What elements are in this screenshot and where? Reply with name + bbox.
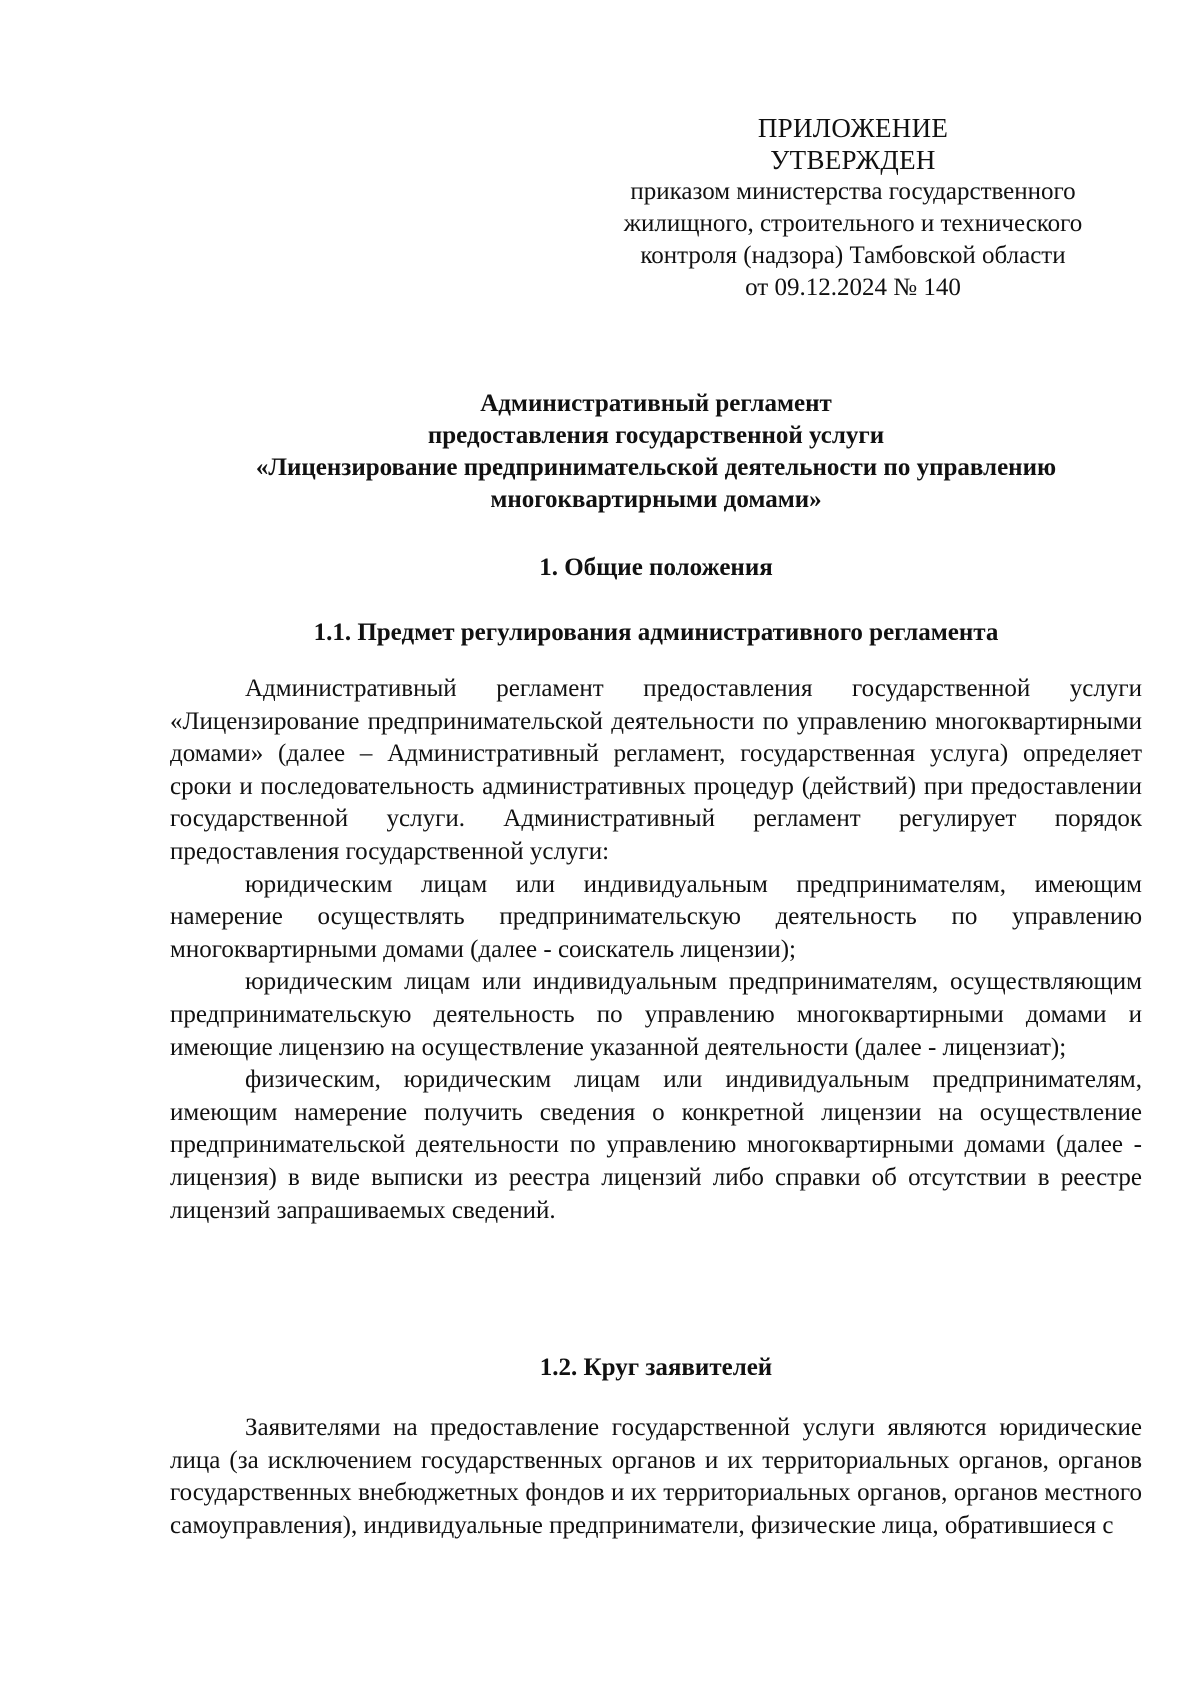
title-line-4: многоквартирными домами» [490, 486, 822, 513]
subsection-heading-1-2: 1.2. Круг заявителей [539, 1354, 773, 1381]
paragraph: физическим, юридическим лицам или индивидуальным предпринимателям, имеющим намерение получить сведения о конкретной лицензии на осуществление предпринимательской деятельности по управлению многоквартирными домами (далее - лицензия) в виде выписки из реестра лицензий либо справки об отсутствии в реестре лицензий запрашиваемых сведений. [170, 1066, 1142, 1224]
document-title [170, 388, 1142, 516]
title-line-2: предоставления государственной услуги [427, 422, 885, 449]
appendix-label: ПРИЛОЖЕНИЕ [757, 113, 949, 143]
approval-date-number: от 09.12.2024 № 140 [745, 274, 961, 301]
title-line-3: «Лицензирование предпринимательской деятельности по управлению [255, 454, 1057, 481]
title-line-1: Административный регламент [480, 390, 832, 417]
approval-order-line: приказом министерства государственного [630, 178, 1076, 205]
paragraph: юридическим лицам или индивидуальным предпринимателям, имеющим намерение осуществлять предпринимательскую деятельность по управлению многоквартирными домами (далее - соискатель лицензии); [170, 870, 1142, 963]
subsection-1-1-body [170, 673, 1142, 1227]
approval-ministry-line: жилищного, строительного и технического [623, 210, 1083, 237]
approval-region-line: контроля (надзора) Тамбовской области [640, 242, 1066, 269]
approved-label: УТВЕРЖДЕН [770, 145, 936, 175]
approval-stamp-block [560, 112, 1146, 304]
subsection-1-2-body [170, 1412, 1142, 1542]
paragraph: Заявителями на предоставление государственной услуги являются юридические лица (за исключением государственных органов и их территориальных органов, органов государственных внебюджетных фондов и их территориальных органов, органов местного самоуправления), индивидуальные предприниматели, физические лица, обратившиеся с [170, 1414, 1142, 1539]
subsection-heading-1-1: 1.1. Предмет регулирования административного регламента [313, 619, 999, 646]
section-heading: 1. Общие положения [539, 554, 773, 581]
paragraph: Административный регламент предоставления государственной услуги «Лицензирование предпринимательской деятельности по управлению многоквартирными домами» (далее – Административный регламент, государственная услуга) определяет сроки и последовательность административных процедур (действий) при предоставлении государственной услуги. Административный регламент регулирует порядок предоставления государственной услуги: [170, 675, 1142, 865]
paragraph: юридическим лицам или индивидуальным предпринимателям, осуществляющим предпринимательскую деятельность по управлению многоквартирными домами и имеющие лицензию на осуществление указанной деятельности (далее - лицензиат); [170, 968, 1142, 1061]
